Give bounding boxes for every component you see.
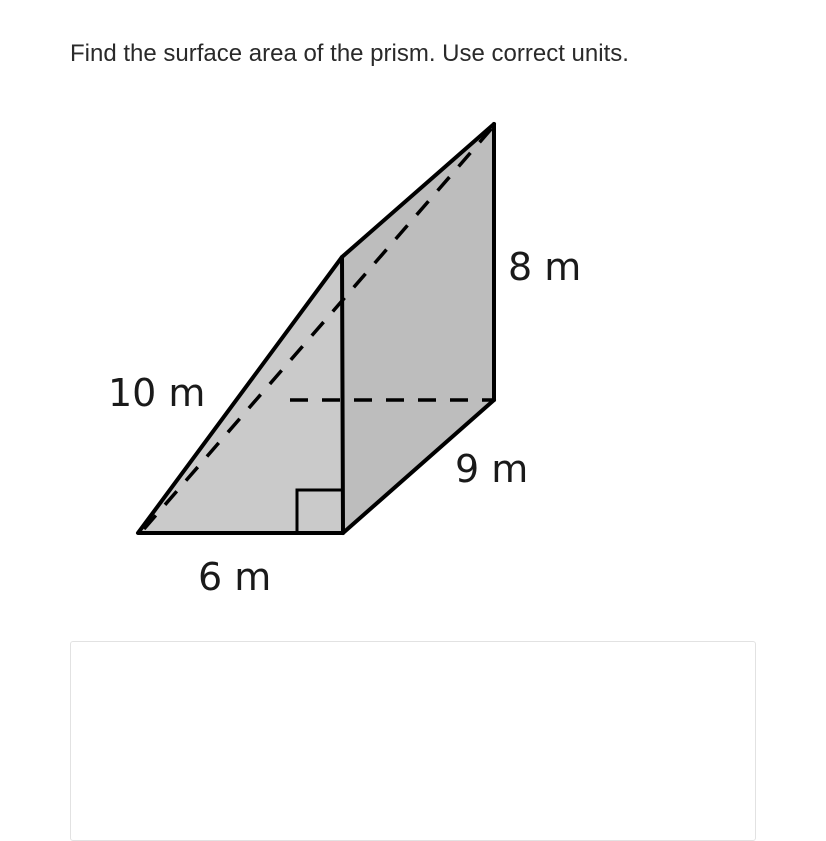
label-height: 8 m: [508, 245, 582, 289]
label-base: 6 m: [198, 555, 272, 599]
answer-input[interactable]: [70, 641, 756, 841]
question-prompt: Find the surface area of the prism. Use correct units.: [70, 40, 629, 67]
label-length: 9 m: [455, 447, 529, 491]
label-hypotenuse: 10 m: [108, 371, 206, 415]
